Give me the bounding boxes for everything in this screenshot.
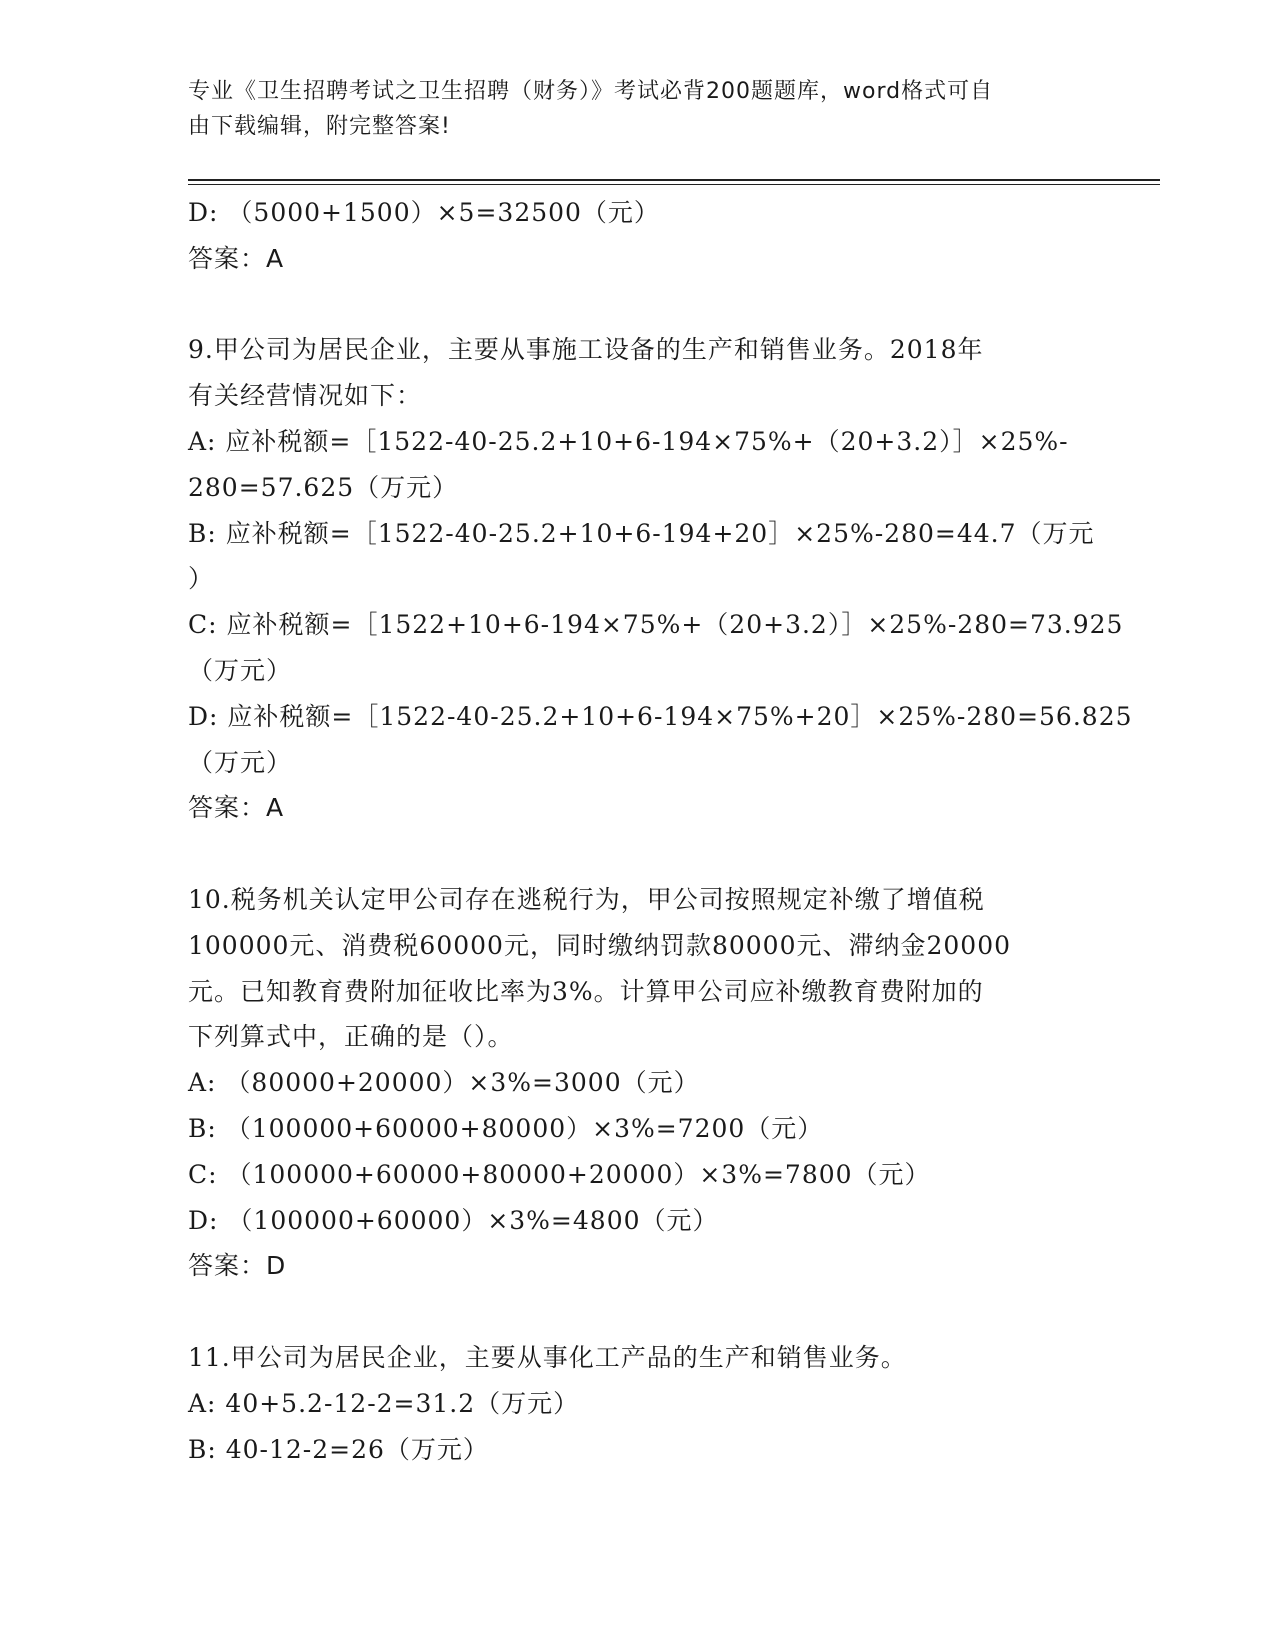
spacer: [188, 282, 1088, 328]
q9-option-a-line-2: 280=57.625（万元）: [188, 472, 459, 502]
q10-answer: 答案：D: [188, 1251, 287, 1281]
q9-stem-line-1: 9.甲公司为居民企业，主要从事施工设备的生产和销售业务。2018年: [188, 335, 984, 365]
q11-option-a: A: 40+5.2-12-2=31.2（万元）: [188, 1388, 580, 1418]
q10-option-c: C: （100000+60000+80000+20000）×3%=7800（元）: [188, 1159, 931, 1189]
q11-option-b: B: 40-12-2=26（万元）: [188, 1434, 489, 1464]
spacer: [188, 1289, 1088, 1335]
header-divider-thin: [188, 184, 1160, 185]
q9-option-d-line-1: D: 应补税额=［1522-40-25.2+10+6-194×75%+20］×25%-280=56.825: [188, 701, 1133, 731]
q8-option-d: D: （5000+1500）×5=32500（元）: [188, 198, 660, 227]
q10-stem-line-3: 元。已知教育费附加征收比率为3%。计算甲公司应补缴教育费附加的: [188, 976, 984, 1006]
q8-answer: 答案：A: [188, 243, 285, 273]
spacer: [188, 831, 1088, 877]
q10-option-b: B: （100000+60000+80000）×3%=7200（元）: [188, 1113, 824, 1143]
q9-option-c-line-2: （万元）: [188, 655, 293, 685]
q9-option-b-line-2: ）: [188, 564, 215, 594]
q10-stem-line-4: 下列算式中，正确的是（）。: [188, 1022, 514, 1052]
q11-stem-line-1: 11.甲公司为居民企业，主要从事化工产品的生产和销售业务。: [188, 1342, 907, 1372]
document-header: [188, 74, 1088, 144]
document-body: [188, 190, 1133, 1472]
q10-stem-line-2: 100000元、消费税60000元，同时缴纳罚款80000元、滞纳金20000: [188, 930, 1012, 960]
q9-option-c-line-1: C: 应补税额=［1522+10+6-194×75%+（20+3.2）］×25%-280=73.925: [188, 610, 1124, 640]
q10-option-a: A: （80000+20000）×3%=3000（元）: [188, 1068, 700, 1098]
q9-stem-line-2: 有关经营情况如下：: [188, 381, 423, 411]
header-line-2: 由下载编辑，附完整答案!: [188, 114, 451, 139]
q9-answer: 答案：A: [188, 793, 285, 823]
q9-option-b-line-1: B: 应补税额=［1522-40-25.2+10+6-194+20］×25%-280=44.7（万元: [188, 518, 1095, 548]
header-divider-thick: [188, 179, 1160, 181]
q10-stem-line-1: 10.税务机关认定甲公司存在逃税行为，甲公司按照规定补缴了增值税: [188, 884, 985, 914]
q9-option-a-line-1: A: 应补税额=［1522-40-25.2+10+6-194×75%+（20+3.2）］×25%-: [188, 426, 1069, 456]
header-line-1: 专业《卫生招聘考试之卫生招聘（财务）》考试必背200题题库，word格式可自: [188, 79, 994, 104]
q10-option-d: D: （100000+60000）×3%=4800（元）: [188, 1205, 719, 1235]
q9-option-d-line-2: （万元）: [188, 747, 293, 777]
